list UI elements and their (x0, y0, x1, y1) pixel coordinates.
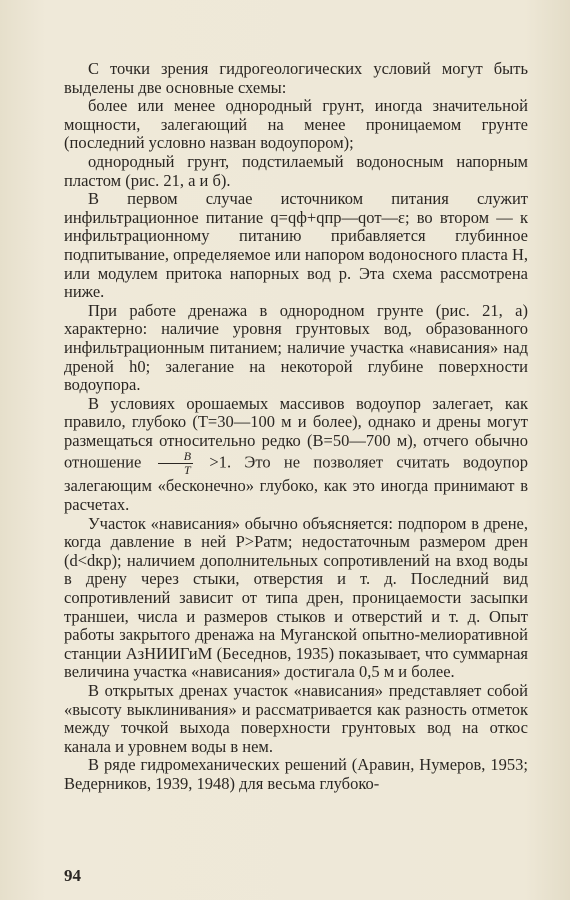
paragraph-irrigated-massifs-part-2: >1. Это не позволяет считать водоупор залегающим «бесконечно» глубоко, как это иногда принимают в расчетах. (64, 452, 529, 515)
fraction-numerator: B (158, 450, 193, 464)
page-number: 94 (64, 866, 81, 885)
paragraph-intro: С точки зрения гидрогеологических условий могут быть выделены две основные схемы: (64, 59, 528, 97)
paragraph-infiltration: В первом случае источником питания служит инфильтрационное питание q=qф+qпр—qот—ε; во втором — к инфильтрационному питанию прибавляется глубинное подпитывание, определяемое или напором водоносного пласта H, или модулем притока напорных вод p. Эта схема рассмотрена ниже. (64, 189, 528, 302)
ratio-fraction (158, 450, 193, 477)
paragraph-drainage-homogeneous: При работе дренажа в однородном грунте (рис. 21, а) характерно: наличие уровня грунтовых вод, образованного инфильтрационным питанием; наличие участка «нависания» над дреной h0; залегание на некоторой глубине поверхности водоупора. (64, 300, 528, 395)
paragraph-overhang-causes: Участок «нависания» обычно объясняется: подпором в дрене, когда давление в ней P>Pатм; недостаточным размером дрен (d<dкр); наличием дополнительных сопротивлений на вход воды в дрену через стыки, отверстия и т. д. Последний вид сопротивлений зависит от типа дрен, проницаемости засыпки траншеи, числа и размеров стыков и отверстий и т. д. Опыт работы закрытого дренажа на Муганской опытно-мелиоративной станции АзНИИГиМ (Беседнов, 1935) показывает, что суммарная величина участка «нависания» достигала 0,5 м и более. (64, 513, 528, 682)
paragraph-irrigated-massifs-part-1: В условиях орошаемых массивов водоупор залегает, как правило, глубоко (T=30—100 м и более), однако и дрены могут размещаться относительно редко (B=50—700 м), отчего обычно отношение (64, 393, 528, 472)
paragraph-scheme-1: более или менее однородный грунт, иногда значительной мощности, залегающий на менее проницаемом грунте (последний условно назван водоупором); (64, 96, 528, 153)
fraction-denominator: T (184, 463, 191, 478)
paragraph-irrigated-massifs (64, 395, 528, 515)
paragraph-open-drains: В открытых дренах участок «нависания» представляет собой «высоту выклинивания» и рассматривается как разность отметок между точкой выхода поверхности грунтовых вод на откос канала и уровнем воды в нем. (64, 681, 528, 756)
paragraph-hydromechanical: В ряде гидромеханических решений (Аравин, Нумеров, 1953; Ведерников, 1939, 1948) для весьма глубоко- (64, 755, 528, 793)
body-text (64, 60, 528, 794)
paragraph-scheme-2: однородный грунт, подстилаемый водоносным напорным пластом (рис. 21, а и б). (64, 151, 528, 190)
